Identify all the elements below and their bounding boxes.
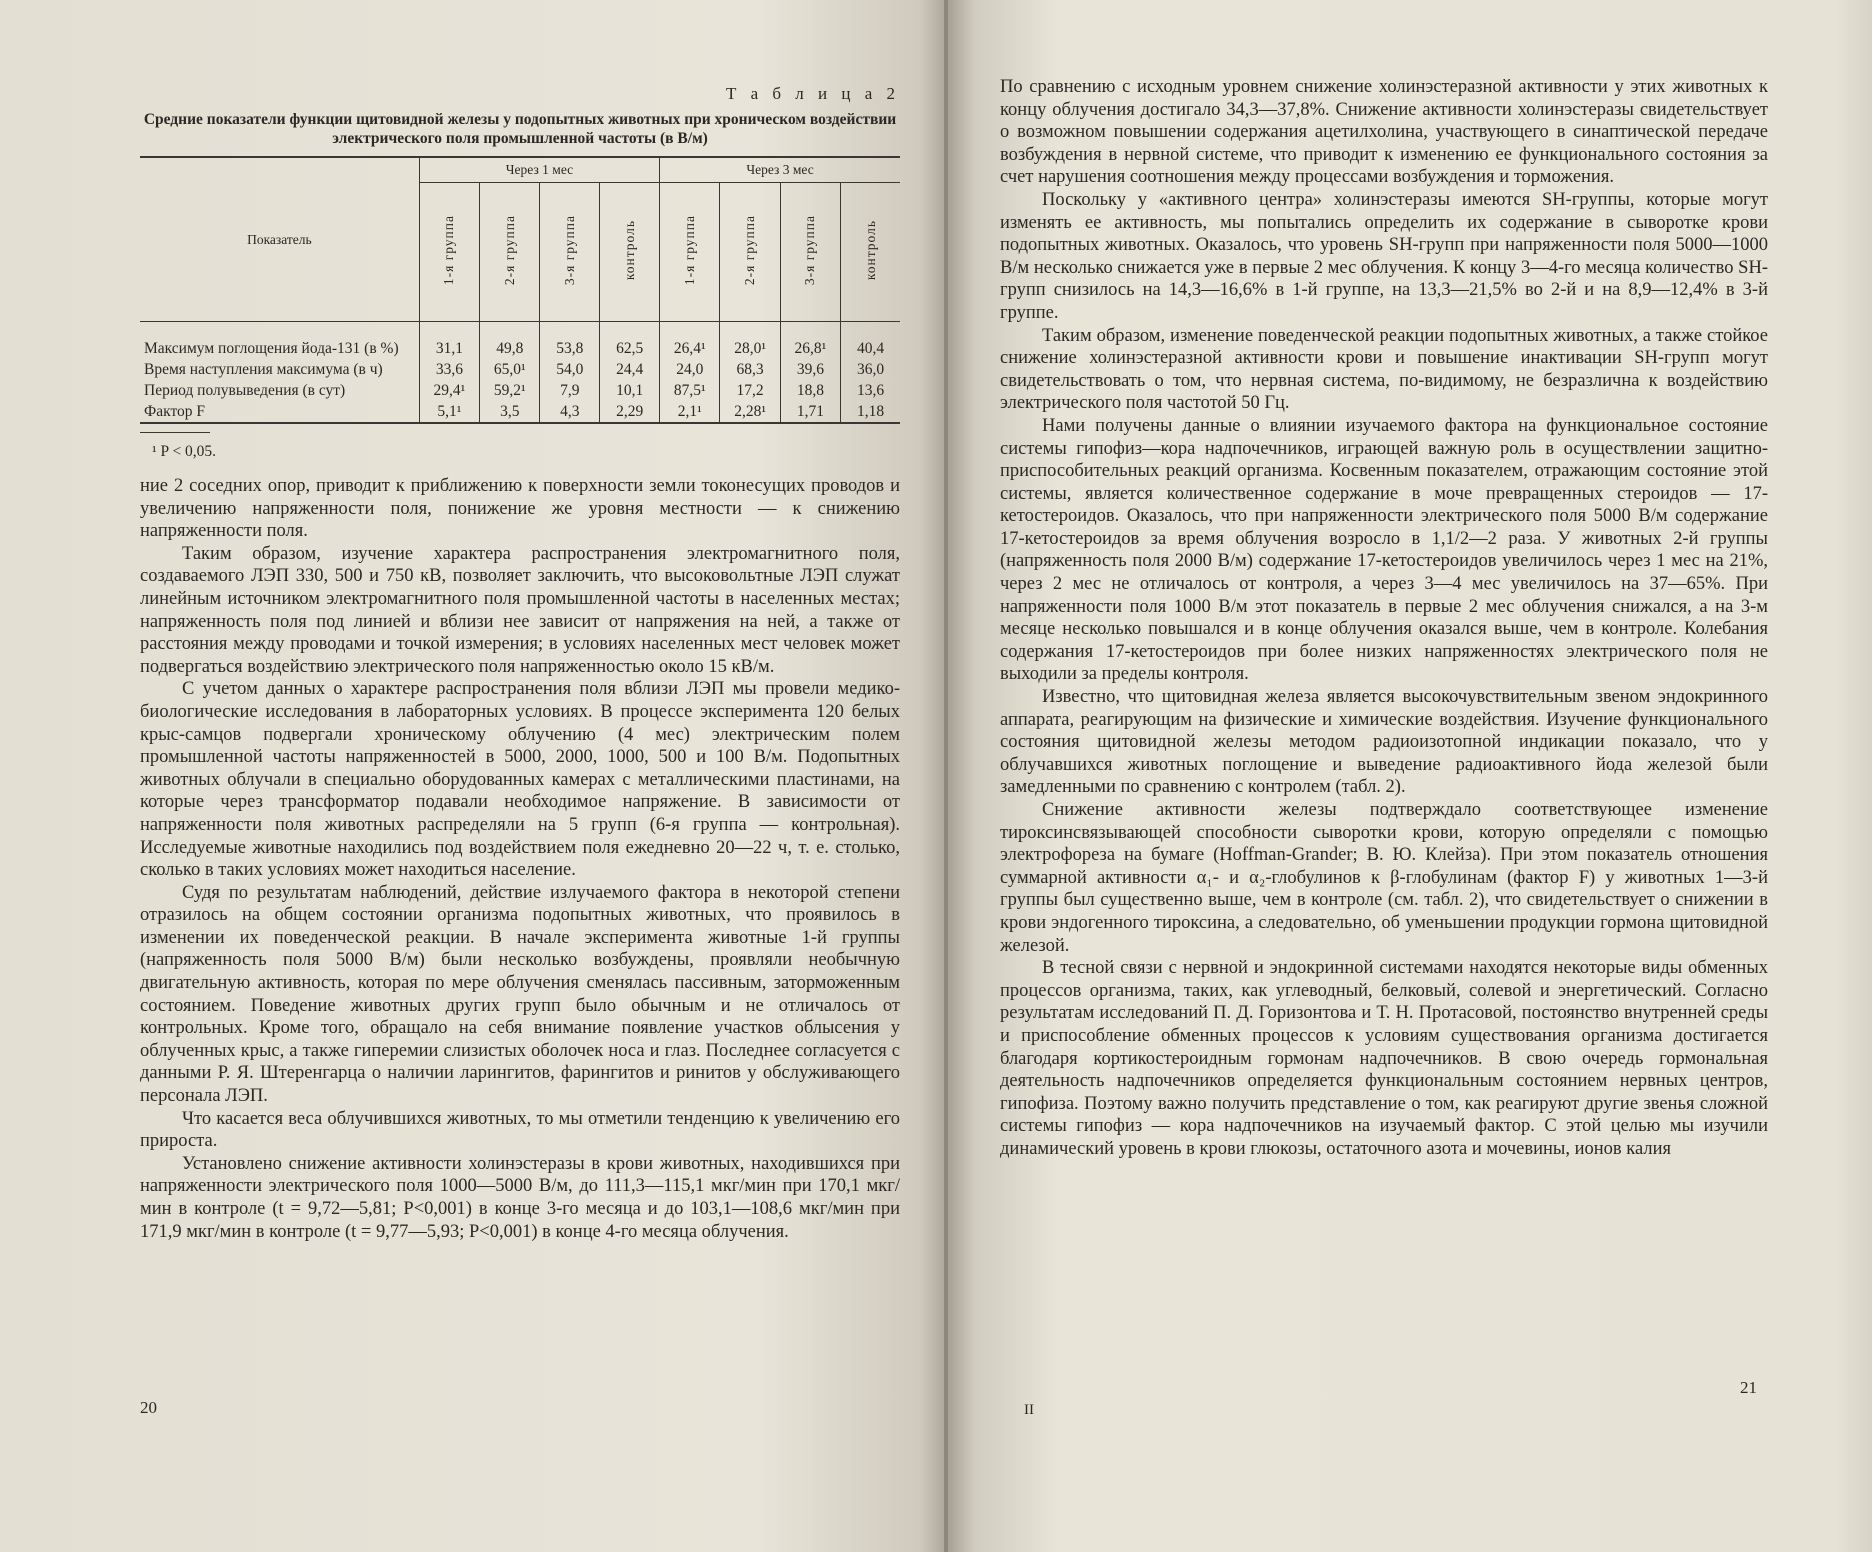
row-label: Время наступления максимума (в ч): [140, 359, 419, 380]
thyroid-table: [140, 156, 900, 424]
left-column: [140, 84, 900, 1243]
subheader-cell: [780, 183, 840, 322]
table-row: [140, 380, 900, 401]
paragraph: Известно, что щитовидная железа является высокочувствительным звеном эндокринного аппарата, реагирующим на физические и химические воздействия. Изучение функционального состояния щитовидной железы методом радиоизотопной индикации показало, что у облучавшихся животных поглощение и выведение радиоактивного йода железой были замедленными по сравнению с контролем (табл. 2).: [1000, 687, 1768, 798]
table-cell: 13,6: [841, 380, 900, 401]
paragraph: Нами получены данные о влиянии изучаемого фактора на функциональное состояние системы гипофиз—кора надпочечников, играющей важную роль в осуществлении защитно-приспособительных реакций организма. Косвенным показателем, отражающим состояние этой системы, является количественное содержание в моче превращенных стероидов — 17-кетостероидов. Оказалось, что при напряженности электрического поля 5000 В/м содержание 17-кетостероидов за время облучения возросло в 1,1/2—2 раза. У животных 2-й группы (напряженность поля 2000 В/м) содержание 17-кетостероидов увеличилось через 1 мес на 21%, через 2 мес не отличалось от контроля, а через 3—4 мес увеличилось на 37—65%. При напряженности поля 1000 В/м этот показатель в первые 2 мес облучения снижался, а на 3-м месяце несколько повышался и в конце облучения оказался выше, чем в контроле. Колебания содержания 17-кетостероидов при более низких напряженностях электрического поля не выходили за пределы контроля.: [1000, 415, 1768, 685]
table-row: [140, 359, 900, 380]
table-cell: 62,5: [600, 338, 660, 359]
subheader-label: 2-я группа: [742, 214, 758, 286]
row-label: Фактор F: [140, 401, 419, 423]
table-cell: 53,8: [540, 338, 600, 359]
table-cell: 2,1¹: [660, 401, 720, 423]
subheader-label: 3-я группа: [561, 214, 577, 286]
paragraph: Что касается веса облучившихся животных, то мы отметили тенденцию к увеличению его прироста.: [140, 1108, 900, 1152]
table-cell: 3,5: [480, 401, 540, 423]
row-label: Максимум поглощения йода-131 (в %): [140, 338, 419, 359]
footnote-rule: [140, 432, 210, 433]
subheader-label: 1-я группа: [681, 214, 697, 286]
table-caption: Т а б л и ц а 2: [725, 84, 900, 103]
header-after-3-months: Через 3 мес: [660, 157, 900, 183]
signature-mark: II: [1024, 1402, 1034, 1418]
paragraph: Установлено снижение активности холинэстеразы в крови животных, находившихся при напряженности электрического поля 1000—5000 В/м, до 111,3—115,1 мкг/мин при 170,1 мкг/мин в контроле (t = 9,72—5,81; P<0,001) в конце 3-го месяца и до 103,1—108,6 мкг/мин при 171,9 мкг/мин в контроле (t = 9,77—5,93; P<0,001) в конце 4-го месяца облучения.: [140, 1153, 900, 1242]
table-cell: 33,6: [419, 359, 479, 380]
paragraph: В тесной связи с нервной и эндокринной системами находятся некоторые виды обменных процессов организма, таких, как углеводный, белковый, солевой и энергетический. Согласно результатам исследований П. Д. Горизонтова и Т. Н. Протасовой, постоянство внутренней среды и приспособление обменных процессов к условиям существования организма достигается благодаря кортикостероидным гормонам надпочечников. В свою очередь гормональная деятельность надпочечников определяется функциональным состоянием нервных центров, гипофиза. Поэтому важно получить представление о том, как реагируют другие звенья сложной системы гипофиз — кора надпочечников на изучаемый фактор. С этой целью мы изучили динамический уровень в крови глюкозы, остаточного азота и мочевины, ионов калия: [1000, 958, 1768, 1159]
paragraph: Таким образом, изменение поведенческой реакции подопытных животных, а также стойкое снижение холинэстеразной активности крови и повышение инактивации SH-групп могут свидетельствовать о том, что нервная система, по-видимому, не безразлична к воздействию электрического поля частотой 50 Гц.: [1000, 325, 1768, 414]
subheader-cell: [540, 183, 600, 322]
page-number-left: 20: [140, 1398, 157, 1417]
right-body-text: [1000, 76, 1768, 1161]
table-cell: 1,18: [841, 401, 900, 423]
table-cell: 29,4¹: [419, 380, 479, 401]
table-cell: 24,0: [660, 359, 720, 380]
table-cell: 59,2¹: [480, 380, 540, 401]
subheader-cell: [841, 183, 900, 322]
table-cell: 2,29: [600, 401, 660, 423]
table-cell: 28,0¹: [720, 338, 780, 359]
subheader-cell: [720, 183, 780, 322]
subheader-label: контроль: [621, 219, 637, 281]
paragraph: Поскольку у «активного центра» холинэстеразы имеются SH-группы, которые могут изменять ее активность, мы попытались определить их содержание в сыворотке крови подопытных животных. Оказалось, что уровень SH-групп при напряженности поля 5000—1000 В/м несколько снижается уже в первые 2 мес облучения. К концу 3—4-го месяца количество SH-групп снизилось на 14,3—16,6% в 1-й группе, на 13,3—21,5% во 2-й и на 8,9—12,4% в 3-й группе.: [1000, 189, 1768, 323]
table-cell: 18,8: [780, 380, 840, 401]
table-cell: 31,1: [419, 338, 479, 359]
table-cell: 39,6: [780, 359, 840, 380]
table-footnote: ¹ P < 0,05.: [152, 443, 217, 460]
table-cell: 17,2: [720, 380, 780, 401]
table-cell: 4,3: [540, 401, 600, 423]
paragraph: ние 2 соседних опор, приводит к приближению к поверхности земли токонесущих проводов и увеличению напряженности поля, понижение же уровня местности — к снижению напряженности поля.: [140, 476, 900, 542]
subheader-label: 1-я группа: [441, 214, 457, 286]
table-cell: 36,0: [841, 359, 900, 380]
paragraph: Снижение активности железы подтверждало соответствующее изменение тироксинсвязывающей способности сыворотки крови, которую определяли с помощью электрофореза на бумаге (Hoffman-Grander; В. Ю. Клейза). При этом показатель отношения суммарной активности α₁- и α₂-глобулинов к β-глобулинам (фактор F) у животных 1—3-й группы был существенно выше, чем в контроле (см. табл. 2), что свидетельствует о снижении в крови эндогенного тироксина, а следовательно, об уменьшении продукции гормона щитовидной железой.: [1000, 800, 1768, 956]
table-cell: 7,9: [540, 380, 600, 401]
table-row: [140, 401, 900, 423]
subheader-label: 3-я группа: [802, 214, 818, 286]
right-column: [1000, 76, 1768, 1161]
table-cell: 24,4: [600, 359, 660, 380]
page-number-right: 21: [1740, 1378, 1757, 1397]
header-indicator: Показатель: [140, 157, 419, 322]
header-after-1-month: Через 1 мес: [419, 157, 659, 183]
table-cell: 10,1: [600, 380, 660, 401]
table-cell: 40,4: [841, 338, 900, 359]
subheader-cell: [480, 183, 540, 322]
paragraph: С учетом данных о характере распространения поля вблизи ЛЭП мы провели медико-биологические исследования в лабораторных условиях. В процессе эксперимента 120 белых крыс-самцов подвергали хроническому облучению (4 мес) электрическим полем промышленной частоты напряженностей в 5000, 2000, 1000, 500 и 100 В/м. Подопытных животных облучали в специально оборудованных камерах с металлическими пластинами, на которые через трансформатор подавали необходимое напряжение. В зависимости от напряженности поля животных распределяли на 5 групп (6-я группа — контрольная). Исследуемые животные находились под воздействием поля ежедневно 20—22 ч, т. е. столько, сколько в таких условиях может находиться население.: [140, 679, 900, 881]
table-cell: 26,8¹: [780, 338, 840, 359]
table-cell: 49,8: [480, 338, 540, 359]
table-cell: 54,0: [540, 359, 600, 380]
right-page: [948, 0, 1872, 1552]
subheader-label: контроль: [862, 219, 878, 281]
subheader-label: 2-я группа: [501, 214, 517, 286]
table-cell: 65,0¹: [480, 359, 540, 380]
table-cell: 1,71: [780, 401, 840, 423]
paragraph: Таким образом, изучение характера распространения электромагнитного поля, создаваемого ЛЭП 330, 500 и 750 кВ, позволяет заключить, что высоковольтные ЛЭП служат линейным источником электромагнитного поля промышленной частоты в населенных местах; напряженность поля под линией и вблизи нее зависит от напряжения на ней, а также от расстояния между проводами и точкой измерения; в условиях населенных мест человек может подвергаться воздействию электрического поля напряженностью около 15 кВ/м.: [140, 543, 900, 677]
paragraph: По сравнению с исходным уровнем снижение холинэстеразной активности у этих животных к концу облучения достигало 34,3—37,8%. Снижение активности холинэстеразы свидетельствует о возможном повышении содержания ацетилхолина, участвующего в синаптической передаче возбуждения в нервной системе, что приводит к изменению ее функционального состояния за счет нарушения соотношения между процессами возбуждения и торможения.: [1000, 77, 1768, 188]
left-body-text: [140, 475, 900, 1243]
table-title: Средние показатели функции щитовидной железы у подопытных животных при хроническом воздействии электрического поля промышленной частоты (в В/м): [143, 111, 897, 147]
table-cell: 5,1¹: [419, 401, 479, 423]
table-row: [140, 338, 900, 359]
row-label: Период полувыведения (в сут): [140, 380, 419, 401]
table-cell: 87,5¹: [660, 380, 720, 401]
paragraph: Судя по результатам наблюдений, действие излучаемого фактора в некоторой степени отразилось на общем состоянии организма подопытных животных, что проявилось в изменении их поведенческой реакции. В начале эксперимента животные 1-й группы (напряженность поля 5000 В/м) были несколько возбуждены, проявляли необычную двигательную активность, которая по мере облучения сменялась пассивным, заторможенным состоянием. Поведение животных других групп было обычным и не отличалось от контрольных. Кроме того, обращало на себя внимание появление участков облысения у облученных крыс, а также гиперемии слизистых оболочек носа и глаз. Последнее согласуется с данными Р. Я. Штеренгарца о наличии ларингитов, фарингитов и ринитов у обслуживающего персонала ЛЭП.: [140, 882, 900, 1107]
subheader-cell: [419, 183, 479, 322]
table-cell: 26,4¹: [660, 338, 720, 359]
subheader-cell: [660, 183, 720, 322]
table-cell: 2,28¹: [720, 401, 780, 423]
subheader-cell: [600, 183, 660, 322]
table-cell: 68,3: [720, 359, 780, 380]
